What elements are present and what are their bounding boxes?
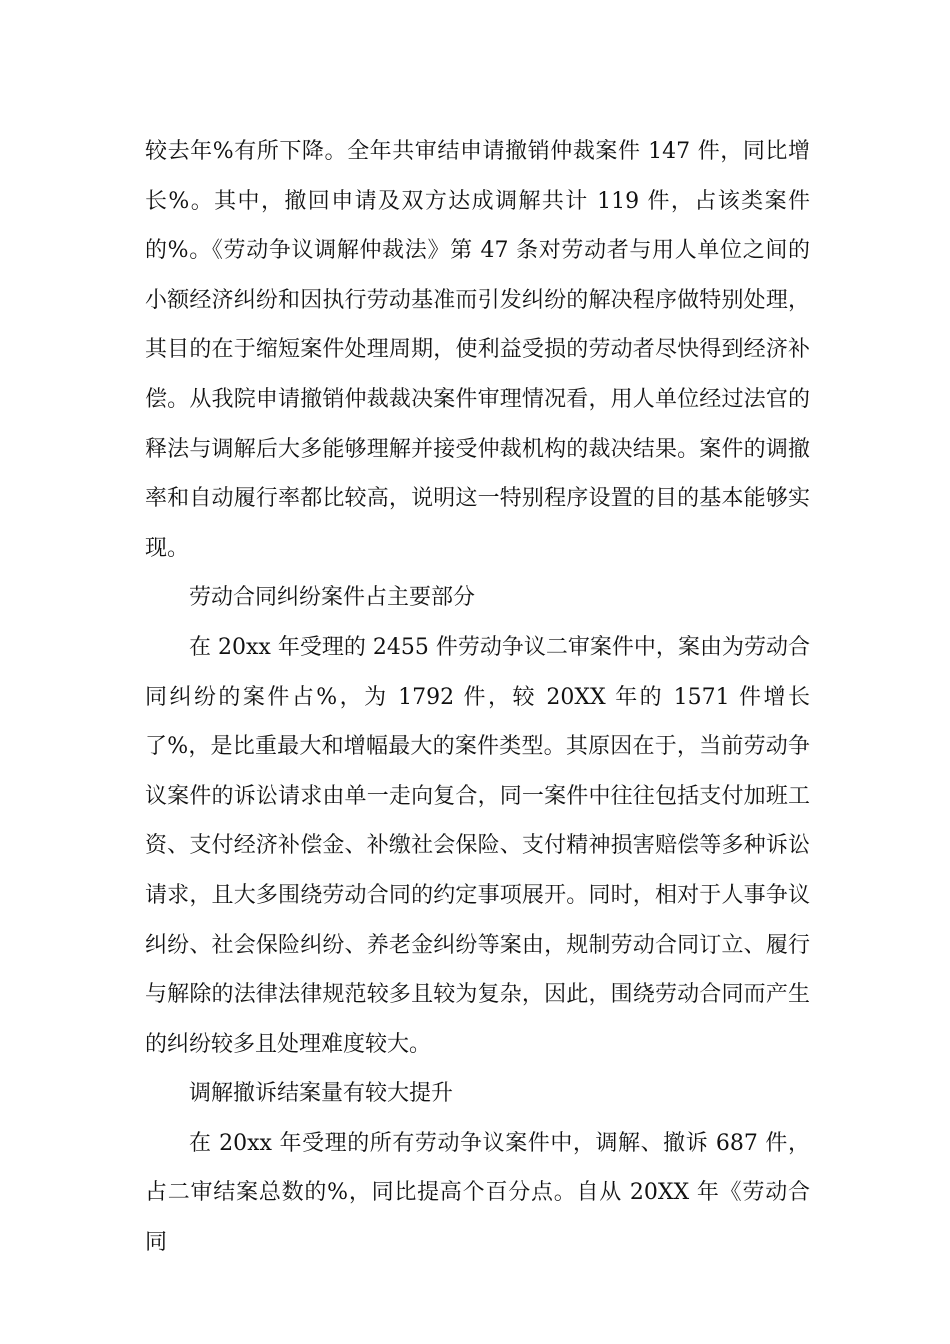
paragraph-continuation: 较去年%有所下降。全年共审结申请撤销仲裁案件 147 件，同比增长%。其中，撤回申请及双方达成调解共计 119 件，占该类案件的%。《劳动争议调解仲裁法》第 47 条对劳动者与用人单位之间的小额经济纠纷和因执行劳动基准而引发纠纷的解决程序做特别处理，其目的在于缩短案件处理周期，使利益受损的劳动者尽快得到经济补偿。从我院申请撤销仲裁裁决案件审理情况看，用人单位经过法官的释法与调解后大多能够理解并接受仲裁机构的裁决结果。案件的调撤率和自动履行率都比较高，说明这一特别程序设置的目的基本能够实现。 bbox=[145, 139, 810, 561]
section-heading-mediation: 调解撤诉结案量有较大提升 bbox=[189, 1081, 454, 1107]
paragraph-mediation: 在 20xx 年受理的所有劳动争议案件中，调解、撤诉 687 件，占二审结案总数的%，同比提高个百分点。自从 20XX 年《劳动合同 bbox=[145, 1130, 810, 1256]
section-heading-labor-contract: 劳动合同纠纷案件占主要部分 bbox=[189, 585, 476, 611]
document-body bbox=[145, 127, 810, 1268]
paragraph-labor-contract: 在 20xx 年受理的 2455 件劳动争议二审案件中，案由为劳动合同纠纷的案件占%，为 1792 件，较 20XX 年的 1571 件增长了%，是比重最大和增幅最大的案件类型。其原因在于，当前劳动争议案件的诉讼请求由单一走向复合，同一案件中往往包括支付加班工资、支付经济补偿金、补缴社会保险、支付精神损害赔偿等多种诉讼请求，且大多围绕劳动合同的约定事项展开。同时，相对于人事争议纠纷、社会保险纠纷、养老金纠纷等案由，规制劳动合同订立、履行与解除的法律法律规范较多且较为复杂，因此，围绕劳动合同而产生的纠纷较多且处理难度较大。 bbox=[145, 634, 810, 1057]
